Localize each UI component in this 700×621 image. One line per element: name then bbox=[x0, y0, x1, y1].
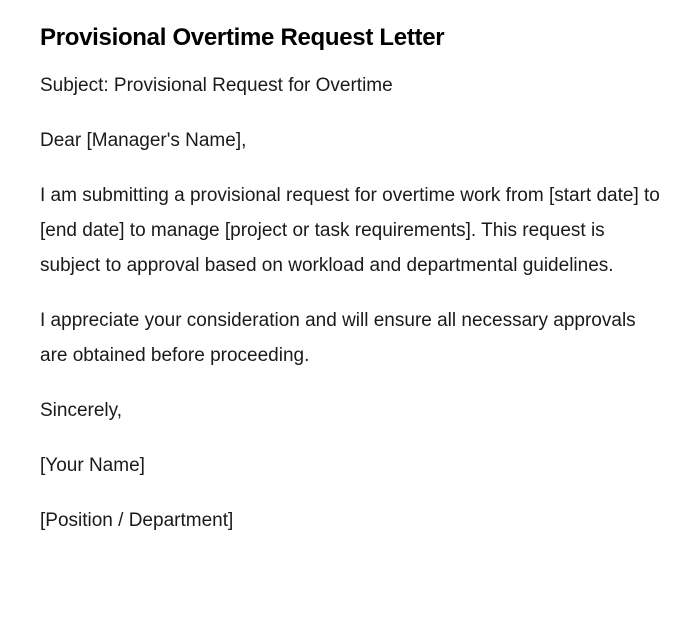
letter-body-paragraph: I am submitting a provisional request for overtime work from [start date] to [end date] to manage [project or task requirements]. This request is subject to approval based on workload and departmental guidelines. bbox=[40, 185, 660, 276]
letter-greeting: Dear [Manager's Name], bbox=[40, 130, 247, 151]
letter-subject: Subject: Provisional Request for Overtime bbox=[40, 75, 393, 96]
letter-title: Provisional Overtime Request Letter bbox=[40, 24, 445, 51]
letter-body-paragraph: I appreciate your consideration and will ensure all necessary approvals are obtained before proceeding. bbox=[40, 310, 636, 366]
signature-position: [Position / Department] bbox=[40, 510, 234, 531]
letter-closing: Sincerely, bbox=[40, 400, 123, 421]
signature-name: [Your Name] bbox=[40, 455, 145, 476]
